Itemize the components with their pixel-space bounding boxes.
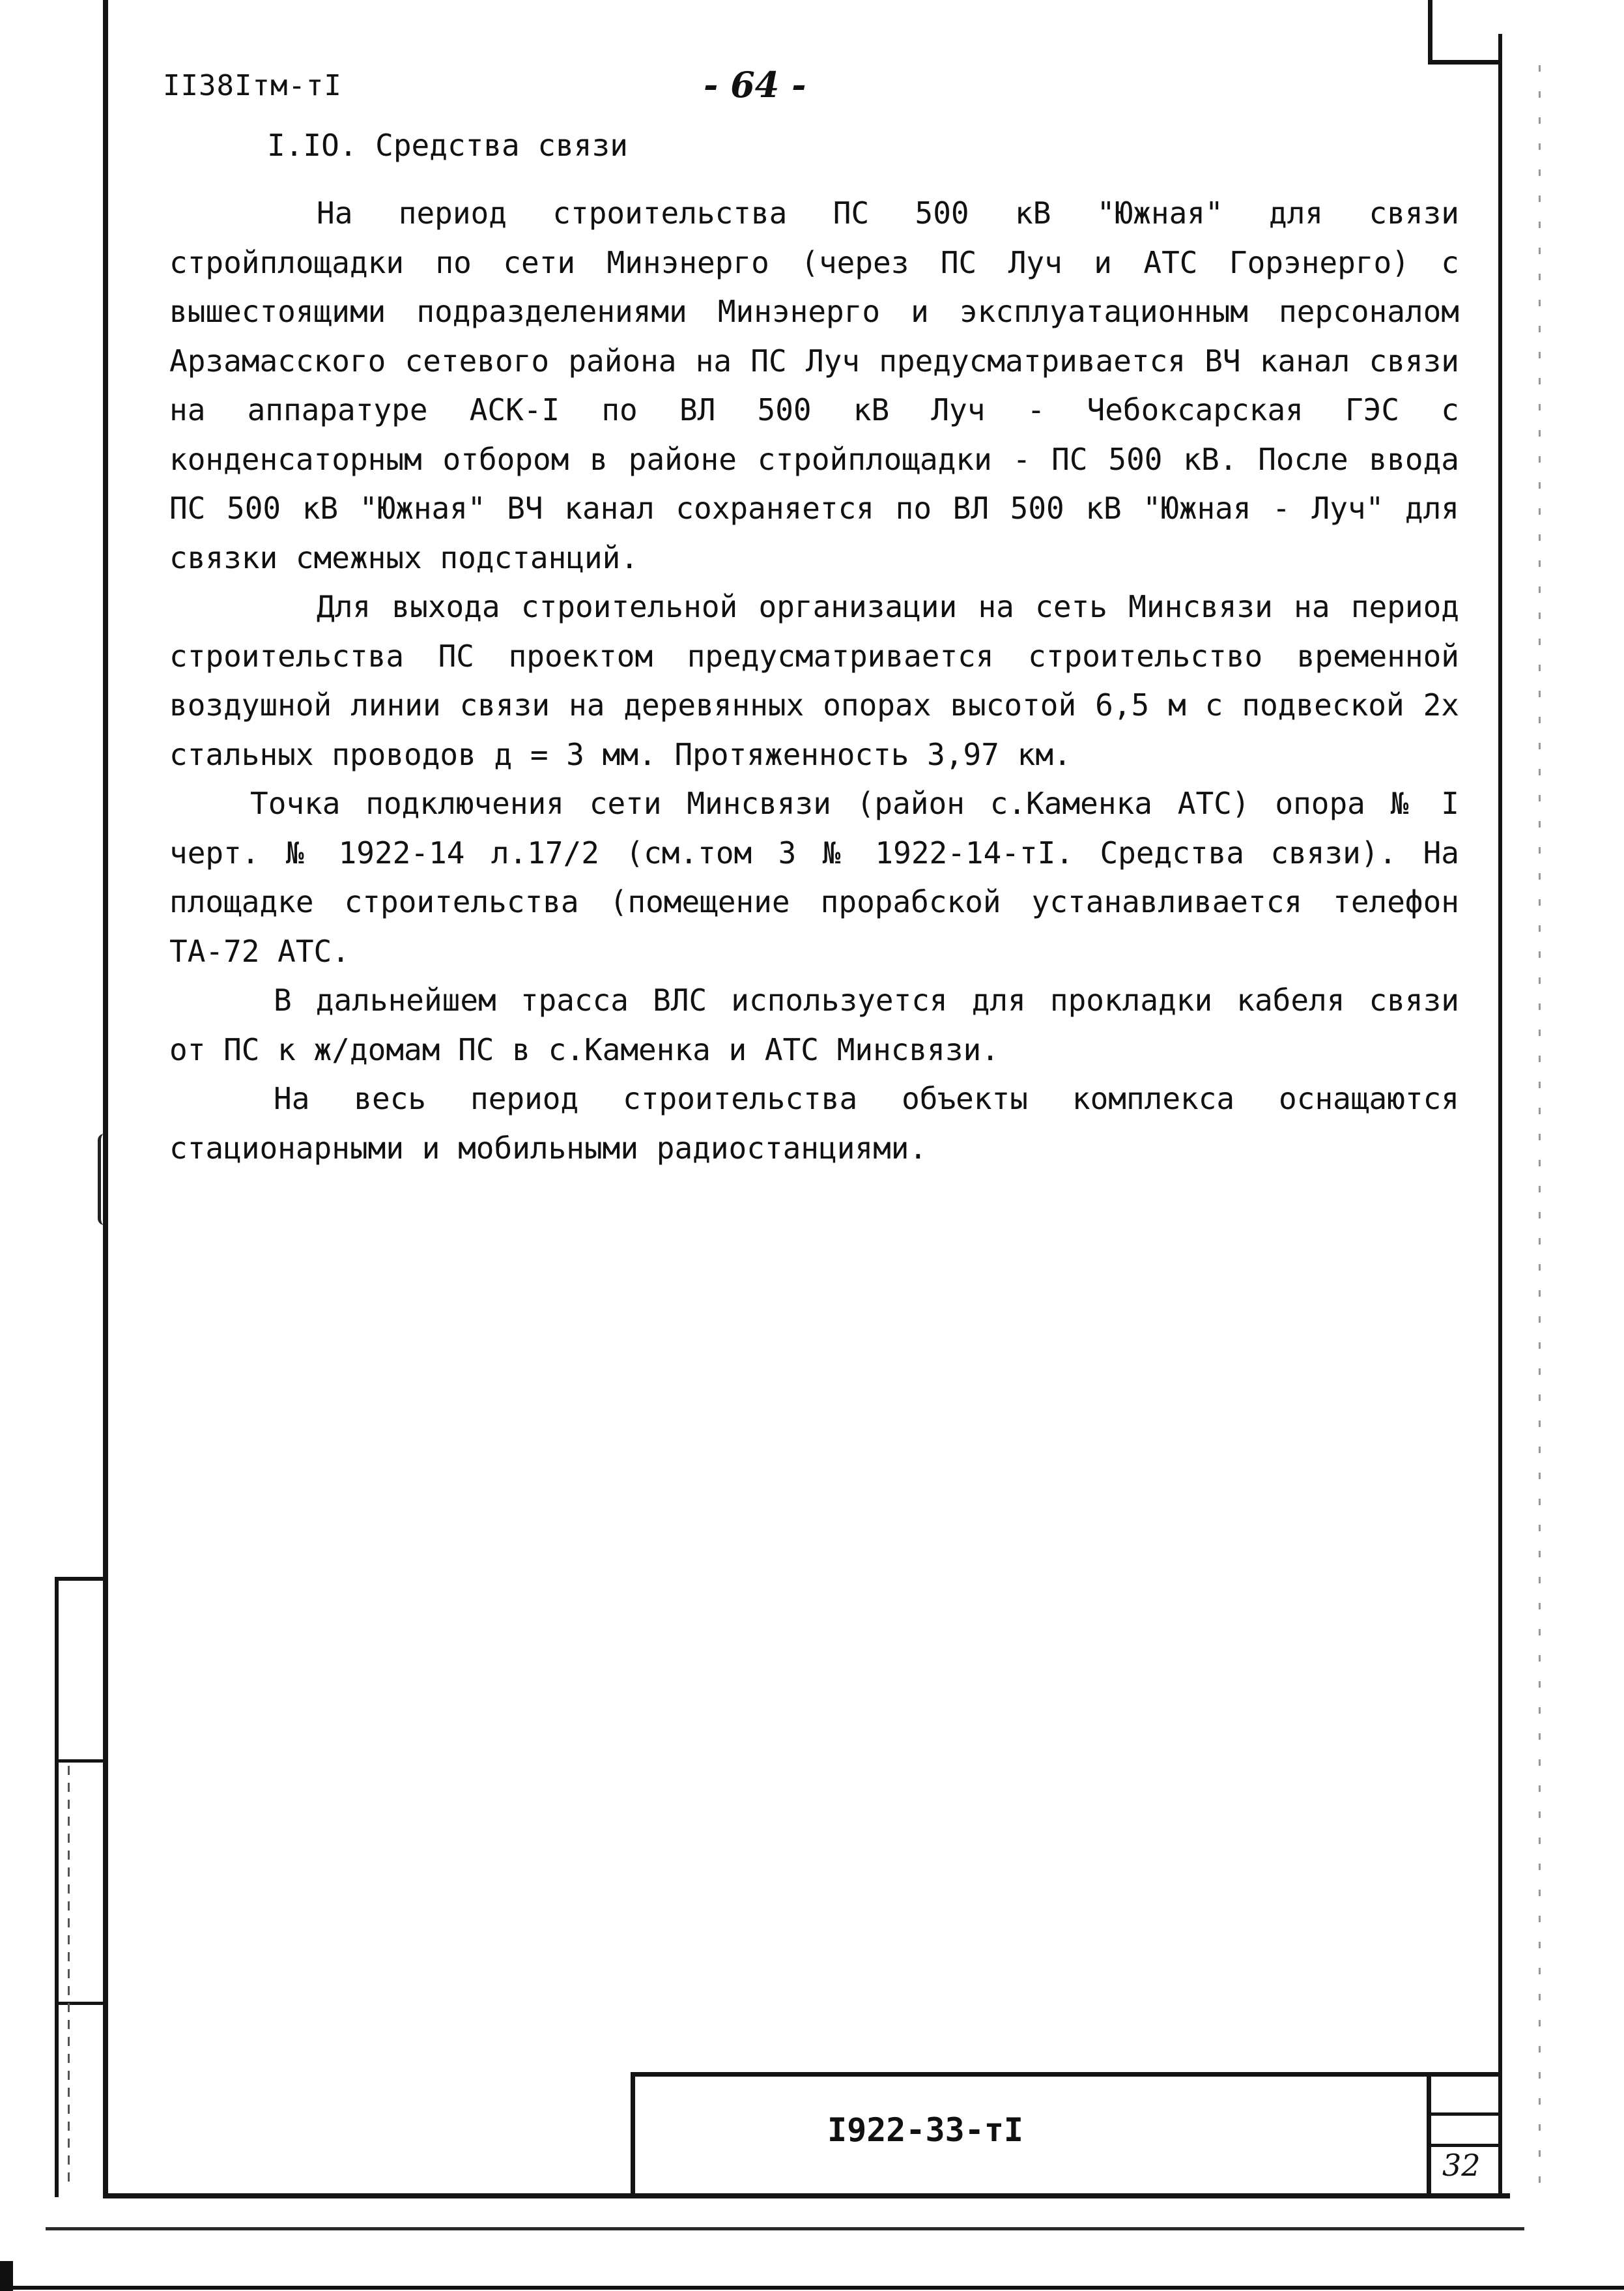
- body-text: [169, 189, 1459, 1173]
- paragraph: Точка подключения сети Минсвязи (район с.Каменка АТС) опора № I черт. № 1922-14 л.17/2 (см.том 3 № 1922-14-тI. Средства связи). На площадке строительства (помещение прорабской устанавливается телефон ТА-72 АТС.: [169, 786, 1459, 969]
- paragraph: На период строительства ПС 500 кВ "Южная" для связи стройплощадки по сети Минэнерго (через ПС Луч и АТС Горэнерго) с вышестоящими подразделениями Минэнерго и эксплуатационным персоналом Арзамасского сетевого района на ПС Луч предусматривается ВЧ канал связи на аппаратуре АСК-I по ВЛ 500 кВ Луч - Чебоксарская ГЭС с конденсаторным отбором в районе стройплощадки - ПС 500 кВ. После ввода ПС 500 кВ "Южная" ВЧ канал сохраняется по ВЛ 500 кВ "Южная - Луч" для связки смежных подстанций.: [169, 195, 1459, 575]
- frame-right-border: [1498, 34, 1502, 2197]
- page-number: - 64 -: [704, 64, 806, 106]
- title-block-divider: [1427, 2072, 1431, 2197]
- binder-divider-bottom: [55, 2002, 106, 2005]
- section-heading: I.IO. Средства связи: [267, 128, 628, 163]
- outer-bottom-line: [46, 2227, 1524, 2230]
- binder-strip: [55, 1577, 106, 2197]
- document-header-code: II38Iтм-тI: [163, 69, 342, 102]
- title-block-row-line: [1427, 2112, 1502, 2116]
- binder-dashed-line: [68, 1766, 70, 2189]
- binder-divider-top: [55, 1759, 106, 1763]
- margin-bracket-mark: [98, 1134, 107, 1225]
- title-block: [631, 2072, 1502, 2197]
- frame-corner-horizontal: [1428, 60, 1502, 65]
- title-block-row-line: [1427, 2144, 1502, 2147]
- paragraph: В дальнейшем трасса ВЛС используется для прокладки кабеля связи от ПС к ж/домам ПС в с.Каменка и АТС Минсвязи.: [169, 983, 1459, 1067]
- right-margin-dashes: [1539, 65, 1541, 2202]
- scan-edge-line: [0, 2286, 1624, 2290]
- paragraph: Для выхода строительной организации на сеть Минсвязи на период строительства ПС проектом предусматривается строительство временной воздушной линии связи на деревянных опорах высотой 6,5 м с подвеской 2х стальных проводов д = 3 мм. Протяженность 3,97 км.: [169, 589, 1459, 772]
- paragraph: На весь период строительства объекты комплекса оснащаются стационарными и мобильными радиостанциями.: [169, 1081, 1459, 1166]
- sheet-number: 32: [1442, 2148, 1481, 2183]
- document-code: I922-33-тI: [827, 2111, 1024, 2149]
- frame-corner-vertical: [1428, 0, 1432, 64]
